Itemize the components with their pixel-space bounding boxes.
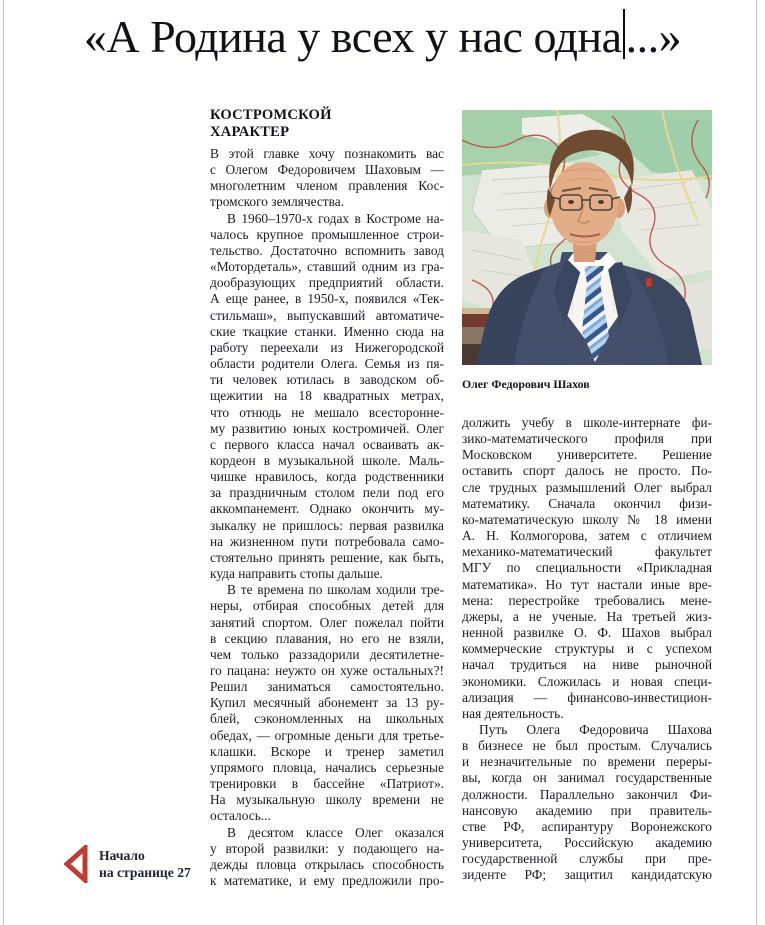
right-column <box>462 110 712 884</box>
page-title[interactable] <box>0 9 765 64</box>
left-column <box>210 107 444 889</box>
continuation-note <box>99 847 191 881</box>
right-column-text: должить учебу в школе-интернате фи- зико-математического профиля при Московском университете. Решение оставить спорт далось не просто. По- сле трудных размышлений Олег выбрал математику. Сначала окончил физи- ко-математическую школу № 18 имени А. Н. Колмогорова, затем с отличием механико-математический факультет МГУ по специальности «Прикладная математика». Но тут настали иные вре- мена: перестройке требовались мене- джеры, а не ученые. На третьей жиз- ненной развилке О. Ф. Шахов выбрал коммерческие структуры и с успехом начал трудиться на ниве рыночной экономики. Сложилась и новая специ- ализация — финансово-инвестицион- ная деятельность. Путь Олега Федоровича Шахова в бизнесе не был простым. Случались и незначительные по времени переры- вы, когда он занимал государственные должности. Параллельно закончил Фи- нансовую академию при правитель- стве РФ, аспирантуру Воронежского университета, Российскую академию государственной службы при пре- зиденте РФ; защитил кандидатскую <box>462 415 712 883</box>
section-heading: КОСТРОМСКОЙ ХАРАКТЕР <box>210 107 332 140</box>
page-right-border <box>756 0 757 925</box>
text-cursor <box>623 9 625 59</box>
photo-caption: Олег Федорович Шахов <box>462 377 590 391</box>
continuation-note-line1: Начало <box>99 848 145 863</box>
continuation-reference[interactable] <box>64 845 191 883</box>
title-text-before-cursor: «А Родина у всех у нас одна <box>83 11 622 62</box>
title-text-after-cursor: ...» <box>625 11 682 62</box>
portrait-photo <box>462 110 712 365</box>
left-column-text: В этой главке хочу познакомить вас с Олегом Федоровичем Шаховым — многолетним членом правления Кос- тромского землячества. В 1960–1970-х годах в Костроме на- чалось крупное промышленное строи- тельство. Достаточно вспомнить завод «Мотордеталь», ставший одним из гра- дообразующих предприятий области. А еще ранее, в 1950-х, появился «Тек- стильмаш», выпускавший автоматиче- ские ткацкие станки. Именно сюда на работу переехали из Нижегородской области родители Олега. Семья из пя- ти человек ютилась в заводском об- щежитии на 18 квадратных метрах, что отнюдь не мешало всесторонне- му развитию юных костромичей. Олег с первого класса начал осваивать ак- кордеон в музыкальной школе. Маль- чишке нравилось, когда родственники за праздничным столом пели под его аккомпанемент. Однако окончить му- зыкалку не пришлось: первая развилка на жизненном пути потребовала само- стоятельно принять решение, как быть, куда направить стопы дальше. В те времена по школам ходили тре- неры, отбирая способных детей для занятий спортом. Олег пожелал пойти в секцию плавания, но его не взяли, чем только раззадорили десятилетне- го пацана: неужто он хуже остальных?! Решил заниматься самостоятельно. Купил месячный абонемент за 13 ру- блей, сэкономленных на школьных обедах, — огромные деньги для третье- клашки. Вскоре и тренер заметил упрямого пловца, начались серьезные тренировки в бассейне «Патриот». На музыкальную школу времени не осталось... В десятом классе Олег оказался у второй развилки: у подающего на- дежды пловца открылась способность к математике, и ему предложили про- <box>210 146 444 889</box>
continuation-note-line2: на странице 27 <box>99 865 191 880</box>
page-left-border <box>3 0 4 925</box>
continuation-arrow-icon <box>64 845 88 883</box>
